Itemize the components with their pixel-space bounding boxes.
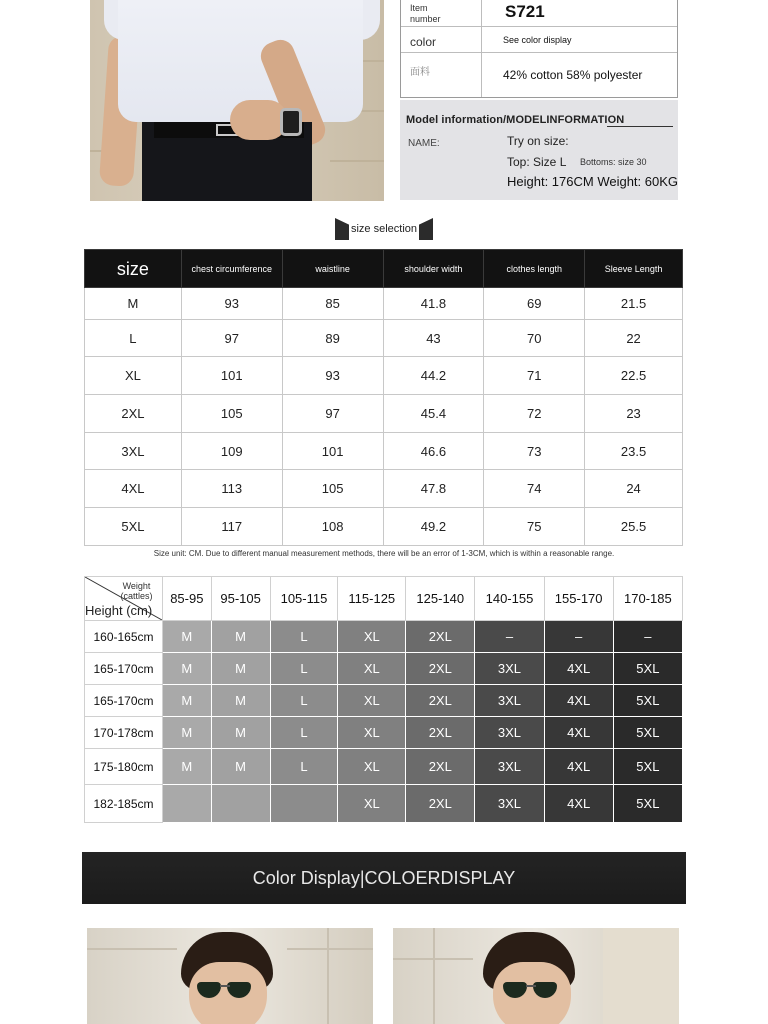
height-range-label: 160-165cm <box>85 621 163 653</box>
size-chart-size-cell: L <box>85 320 182 357</box>
size-chart-value-cell: 23 <box>585 395 683 433</box>
size-chart-row <box>85 395 683 433</box>
recommended-size-cell: XL <box>338 621 406 653</box>
size-chart-value-cell: 101 <box>282 433 383 470</box>
height-axis-label: Height (cm) <box>85 603 153 618</box>
size-chart-row <box>85 433 683 470</box>
size-chart-value-cell: 24 <box>585 470 683 508</box>
size-chart-size-cell: 3XL <box>85 433 182 470</box>
recommended-size-cell: 2XL <box>406 653 475 685</box>
size-chart-value-cell: 89 <box>282 320 383 357</box>
recommended-size-cell: 3XL <box>475 749 544 785</box>
size-chart-size-cell: XL <box>85 357 182 395</box>
size-chart-value-cell: 105 <box>181 395 282 433</box>
size-selection-label: size selection <box>350 223 418 235</box>
recommended-size-cell: 4XL <box>544 785 613 823</box>
size-chart-value-cell: 75 <box>484 508 585 546</box>
size-chart-row <box>85 508 683 546</box>
recommended-size-cell: L <box>270 749 338 785</box>
height-range-label: 165-170cm <box>85 685 163 717</box>
recommended-size-cell: 5XL <box>613 785 682 823</box>
size-chart-value-cell: 109 <box>181 433 282 470</box>
recommended-size-cell: M <box>163 653 212 685</box>
recommended-size-cell: L <box>270 717 338 749</box>
recommended-size-cell: M <box>211 749 270 785</box>
size-chart-header: clothes length <box>484 250 585 288</box>
size-chart-value-cell: 105 <box>282 470 383 508</box>
height-row <box>85 653 683 685</box>
size-chart-value-cell: 108 <box>282 508 383 546</box>
recommended-size-cell: 2XL <box>406 749 475 785</box>
recommended-size-cell: XL <box>338 749 406 785</box>
size-chart-value-cell: 74 <box>484 470 585 508</box>
height-range-label: 165-170cm <box>85 653 163 685</box>
fabric-value: 42% cotton 58% polyester <box>503 68 643 82</box>
recommended-size-cell: 2XL <box>406 621 475 653</box>
weight-range-header: 105-115 <box>270 577 338 621</box>
recommended-size-cell <box>163 785 212 823</box>
height-range-label: 170-178cm <box>85 717 163 749</box>
size-chart-value-cell: 101 <box>181 357 282 395</box>
height-row <box>85 749 683 785</box>
recommended-size-cell: 5XL <box>613 685 682 717</box>
weight-range-header: 170-185 <box>613 577 682 621</box>
recommended-size-cell: L <box>270 685 338 717</box>
size-chart-value-cell: 23.5 <box>585 433 683 470</box>
recommended-size-cell <box>270 785 338 823</box>
color-label: color <box>410 35 437 49</box>
size-chart-row <box>85 470 683 508</box>
size-chart-value-cell: 22 <box>585 320 683 357</box>
model-photo-left <box>87 928 373 1024</box>
model-top-size: Top: Size L <box>507 155 567 169</box>
recommended-size-cell: M <box>211 621 270 653</box>
weight-range-header: 140-155 <box>475 577 544 621</box>
size-chart-value-cell: 69 <box>484 288 585 320</box>
size-selection-heading <box>335 218 433 240</box>
weight-range-header: 95-105 <box>211 577 270 621</box>
size-chart-value-cell: 97 <box>181 320 282 357</box>
size-chart-header: waistline <box>282 250 383 288</box>
recommended-size-cell: 5XL <box>613 717 682 749</box>
model-photo-right <box>393 928 679 1024</box>
model-info-box <box>400 100 678 200</box>
height-row <box>85 717 683 749</box>
size-chart-value-cell: 47.8 <box>383 470 484 508</box>
recommended-size-cell: M <box>211 685 270 717</box>
model-height-weight: Height: 176CM Weight: 60KG <box>507 174 679 189</box>
size-chart-value-cell: 113 <box>181 470 282 508</box>
height-row <box>85 621 683 653</box>
size-chart-size-cell: 2XL <box>85 395 182 433</box>
recommended-size-cell: L <box>270 621 338 653</box>
size-chart-value-cell: 49.2 <box>383 508 484 546</box>
height-row <box>85 685 683 717</box>
recommended-size-cell: 5XL <box>613 749 682 785</box>
size-chart-value-cell: 93 <box>282 357 383 395</box>
size-chart-value-cell: 44.2 <box>383 357 484 395</box>
recommended-size-cell: 5XL <box>613 653 682 685</box>
size-chart-value-cell: 97 <box>282 395 383 433</box>
recommended-size-cell: XL <box>338 653 406 685</box>
recommended-size-cell: M <box>163 749 212 785</box>
recommended-size-cell: – <box>613 621 682 653</box>
item-number-value: S721 <box>505 2 545 21</box>
recommended-size-cell: XL <box>338 785 406 823</box>
size-chart-header: Sleeve Length <box>585 250 683 288</box>
fabric-label: 面料 <box>410 67 430 78</box>
recommended-size-cell: – <box>544 621 613 653</box>
recommended-size-cell: 2XL <box>406 685 475 717</box>
size-chart-row <box>85 288 683 320</box>
weight-range-header: 155-170 <box>544 577 613 621</box>
weight-header-row <box>85 577 683 621</box>
color-display-banner <box>82 852 686 904</box>
color-display-title: Color Display|COLOERDISPLAY <box>252 868 516 888</box>
model-info-heading: Model information/MODELINFORMATION <box>406 114 625 126</box>
chart-corner-cell <box>85 577 163 621</box>
recommended-size-cell: 3XL <box>475 685 544 717</box>
recommended-size-cell: XL <box>338 685 406 717</box>
size-chart-value-cell: 45.4 <box>383 395 484 433</box>
watch-icon <box>280 108 302 136</box>
recommended-size-cell: M <box>211 653 270 685</box>
size-chart-value-cell: 25.5 <box>585 508 683 546</box>
recommended-size-cell: – <box>475 621 544 653</box>
size-chart-header-row <box>85 250 683 288</box>
recommended-size-cell: 2XL <box>406 785 475 823</box>
weight-height-chart <box>84 576 683 823</box>
recommended-size-cell: 4XL <box>544 717 613 749</box>
size-chart-header: size <box>85 250 182 288</box>
size-chart-value-cell: 93 <box>181 288 282 320</box>
size-chart-header: chest circumference <box>181 250 282 288</box>
size-chart-value-cell: 85 <box>282 288 383 320</box>
color-value: See color display <box>503 35 572 45</box>
product-photo-shirt <box>90 0 384 201</box>
size-chart-value-cell: 117 <box>181 508 282 546</box>
size-chart-row <box>85 320 683 357</box>
recommended-size-cell <box>211 785 270 823</box>
height-range-label: 182-185cm <box>85 785 163 823</box>
size-chart-value-cell: 72 <box>484 395 585 433</box>
recommended-size-cell: 4XL <box>544 749 613 785</box>
recommended-size-cell: M <box>163 685 212 717</box>
size-chart-value-cell: 46.6 <box>383 433 484 470</box>
size-chart-size-cell: M <box>85 288 182 320</box>
size-chart-value-cell: 41.8 <box>383 288 484 320</box>
weight-range-header: 85-95 <box>163 577 212 621</box>
measurement-note: Size unit: CM. Due to different manual measurement methods, there will be an error of 1-3CM, which is within a reasonable range. <box>153 549 615 558</box>
product-info-panel <box>400 0 678 200</box>
size-chart-size-cell: 5XL <box>85 508 182 546</box>
recommended-size-cell: M <box>163 717 212 749</box>
size-chart-table <box>84 249 683 546</box>
size-chart-row <box>85 357 683 395</box>
size-chart-value-cell: 73 <box>484 433 585 470</box>
recommended-size-cell: M <box>211 717 270 749</box>
size-chart-header: shoulder width <box>383 250 484 288</box>
recommended-size-cell: 4XL <box>544 685 613 717</box>
size-chart-value-cell: 22.5 <box>585 357 683 395</box>
recommended-size-cell: 4XL <box>544 653 613 685</box>
model-name-label: NAME: <box>408 138 440 149</box>
size-chart-value-cell: 21.5 <box>585 288 683 320</box>
size-chart-value-cell: 71 <box>484 357 585 395</box>
recommended-size-cell: 2XL <box>406 717 475 749</box>
size-chart-size-cell: 4XL <box>85 470 182 508</box>
recommended-size-cell: L <box>270 653 338 685</box>
weight-axis-label: Weight (cattles) <box>120 581 153 601</box>
product-spec-grid <box>400 0 678 98</box>
recommended-size-cell: M <box>163 621 212 653</box>
size-chart-value-cell: 43 <box>383 320 484 357</box>
recommended-size-cell: XL <box>338 717 406 749</box>
height-row <box>85 785 683 823</box>
recommended-size-cell: 3XL <box>475 785 544 823</box>
recommended-size-cell: 3XL <box>475 717 544 749</box>
model-try-on-label: Try on size: <box>507 134 569 148</box>
size-chart-value-cell: 70 <box>484 320 585 357</box>
recommended-size-cell: 3XL <box>475 653 544 685</box>
weight-range-header: 115-125 <box>338 577 406 621</box>
item-number-label: Item number <box>410 3 441 24</box>
model-bottoms-size: Bottoms: size 30 <box>580 157 647 167</box>
weight-range-header: 125-140 <box>406 577 475 621</box>
height-range-label: 175-180cm <box>85 749 163 785</box>
